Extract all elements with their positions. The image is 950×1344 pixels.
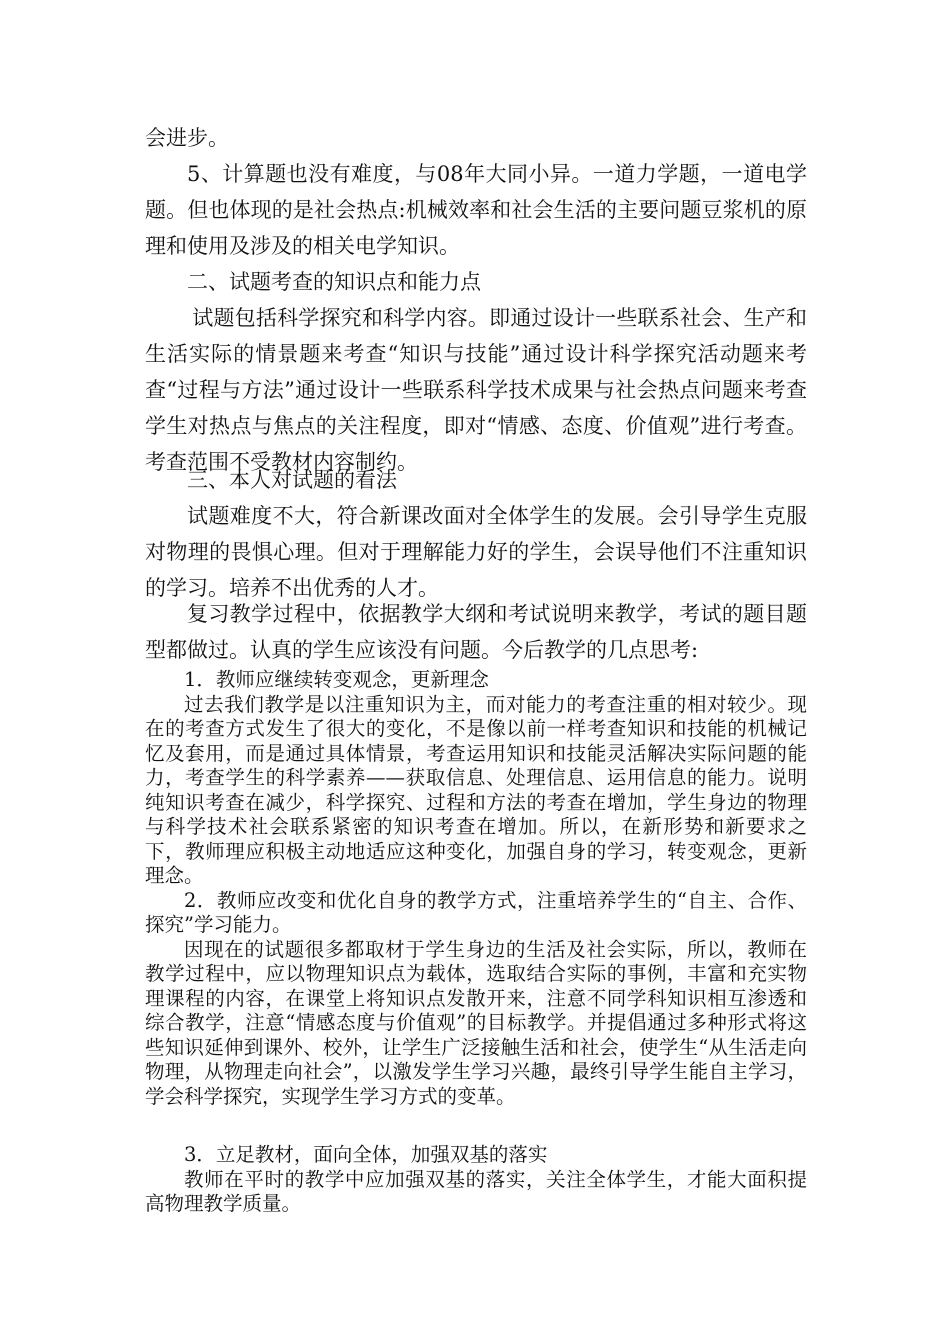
point-3-body: 教师在平时的教学中应加强双基的落实，关注全体学生，才能大面积提高物理教学质量。 [145, 1167, 807, 1215]
paragraph-knowledge-points: 试题包括科学探究和科学内容。即通过设计一些联系社会、生产和生活实际的情景题来考查“知识与技能”通过设计科学探究活动题来考查“过程与方法”通过设计一些联系科学技术成果与社会热点问题来考查学生对热点与焦点的关注程度，即对“情感、态度、价值观”进行考查。考查范围不受教材内容制约。 [145, 306, 807, 474]
paragraph-calculation-questions: 5、计算题也没有难度，与08年大同小异。一道力学题，一道电学题。但也体现的是社会热点:机械效率和社会生活的主要问题豆浆机的原理和使用及涉及的相关电学知识。 [145, 162, 807, 258]
section-heading-2: 二、试题考查的知识点和能力点 [187, 270, 481, 294]
point-2-body: 因现在的试题很多都取材于学生身边的生活及社会实际，所以，教师在教学过程中，应以物理知识点为载体，选取结合实际的事例，丰富和充实物理课程的内容，在课堂上将知识点发散开来，注意不同学科知识相互渗透和综合教学，注意“情感态度与价值观”的目标教学。并提倡通过多种形式将这些知识延伸到课外、校外，让学生广泛接触生活和社会，使学生“从生活走向物理，从物理走向社会”，以激发学生学习兴趣，最终引导学生能自主学习，学会科学探究，实现学生学习方式的变革。 [145, 937, 807, 1108]
point-2-heading: 2．教师应改变和优化自身的教学方式，注重培养学生的“自主、合作、探究”学习能力。 [145, 888, 807, 936]
paragraph-continuation: 会进步。 [145, 126, 229, 150]
point-1-body: 过去我们教学是以注重知识为主，而对能力的考查注重的相对较少。现在的考查方式发生了很大的变化，不是像以前一样考查知识和技能的机械记忆及套用，而是通过具体情景，考查运用知识和技能灵活解决实际问题的能力，考查学生的科学素养——获取信息、处理信息、运用信息的能力。说明纯知识考查在减少，科学探究、过程和方法的考查在增加，学生身边的物理与科学技术社会联系紧密的知识考查在增加。所以，在新形势和新要求之下，教师理应积极主动地适应这种变化，加强自身的学习，转变观念，更新理念。 [145, 692, 807, 887]
section-heading-3: 三、本人对试题的看法 [187, 468, 397, 492]
point-3-heading: 3．立足教材，面向全体，加强双基的落实 [184, 1143, 548, 1166]
paragraph-review-teaching: 复习教学过程中，依据教学大纲和考试说明来教学，考试的题目题型都做过。认真的学生应该没有问题。今后教学的几点思考: [145, 602, 807, 662]
point-1-heading: 1．教师应继续转变观念，更新理念 [184, 668, 489, 691]
paragraph-personal-view: 试题难度不大，符合新课改面对全体学生的发展。会引导学生克服对物理的畏惧心理。但对于理解能力好的学生，会误导他们不注重知识的学习。培养不出优秀的人才。 [145, 504, 807, 600]
